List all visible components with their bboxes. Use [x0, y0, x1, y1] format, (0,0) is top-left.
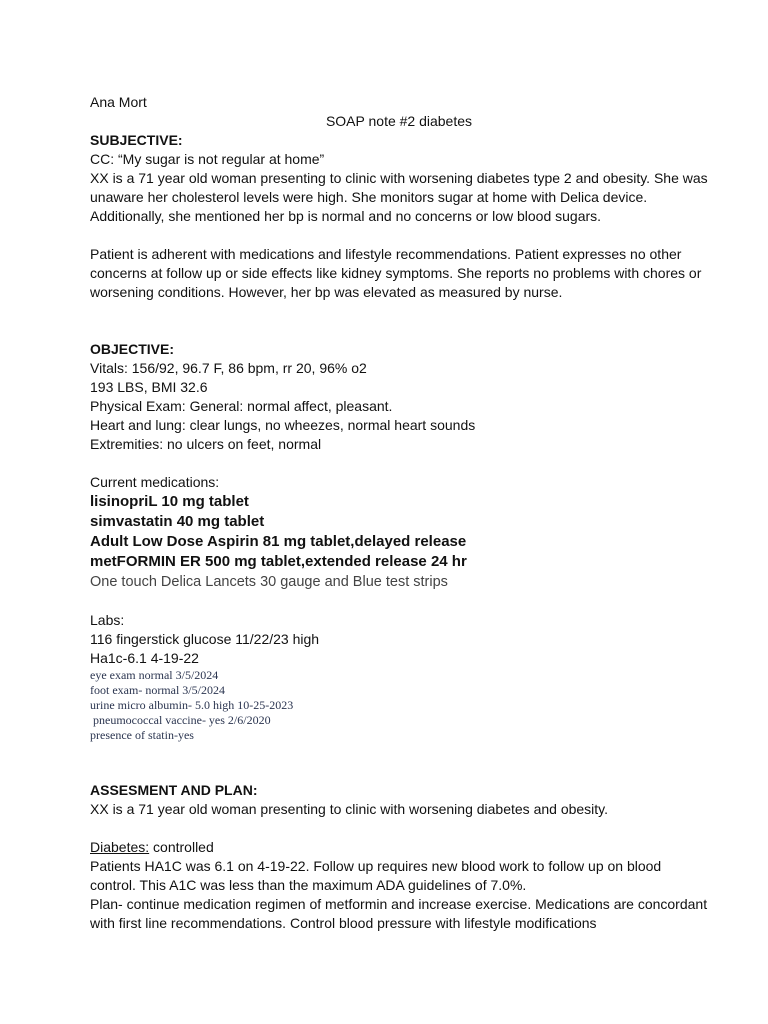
medication-item: Adult Low Dose Aspirin 81 mg tablet,delayed release [90, 533, 467, 550]
medication-item: simvastatin 40 mg tablet [90, 513, 265, 530]
diabetes-paragraph: Patients HA1C was 6.1 on 4-19-22. Follow up requires new blood work to follow up on blood control. This A1C was less than the maximum ADA guidelines of 7.0%. [90, 858, 662, 893]
diabetes-status: controlled [149, 839, 214, 855]
medications-heading: Current medications: [90, 474, 220, 490]
subjective-paragraph-1: XX is a 71 year old woman presenting to clinic with worsening diabetes type 2 and obesity. She was unaware her cholesterol levels were high. She monitors sugar at home with Delica device. Additionally, she mentioned her bp is normal and no concerns or low blood sugars. [90, 170, 708, 224]
lab-item: eye exam normal 3/5/2024 [90, 668, 219, 682]
assessment-summary: XX is a 71 year old woman presenting to clinic with worsening diabetes and obesity. [90, 801, 609, 817]
subjective-heading: SUBJECTIVE: [90, 132, 183, 148]
weight-bmi: 193 LBS, BMI 32.6 [90, 379, 208, 395]
lab-item: pneumococcal vaccine- yes 2/6/2020 [90, 713, 271, 727]
exam-heart-lung: Heart and lung: clear lungs, no wheezes, normal heart sounds [90, 417, 476, 433]
lab-glucose: 116 fingerstick glucose 11/22/23 high [90, 631, 320, 647]
lab-item: presence of statin-yes [90, 728, 194, 742]
exam-extremities: Extremities: no ulcers on feet, normal [90, 436, 322, 452]
medication-supplies: One touch Delica Lancets 30 gauge and Blue test strips [90, 574, 448, 590]
lab-item: foot exam- normal 3/5/2024 [90, 683, 225, 697]
document-title: SOAP note #2 diabetes [325, 113, 473, 129]
subjective-paragraph-2: Patient is adherent with medications and lifestyle recommendations. Patient expresses no other concerns at follow up or side effects like kidney symptoms. She reports no problems with chores or worsening conditions. However, her bp was elevated as measured by nurse. [90, 246, 702, 300]
author-name: Ana Mort [90, 94, 147, 110]
objective-heading: OBJECTIVE: [90, 341, 175, 357]
assessment-heading: ASSESMENT AND PLAN: [90, 782, 258, 798]
plan-paragraph: Plan- continue medication regimen of metformin and increase exercise. Medications are concordant with first line recommendations. Control blood pressure with lifestyle modifications [90, 896, 708, 931]
exam-general: Physical Exam: General: normal affect, pleasant. [90, 398, 393, 414]
lab-item: urine micro albumin- 5.0 high 10-25-2023 [90, 698, 294, 712]
diabetes-line [90, 838, 708, 857]
chief-complaint: CC: “My sugar is not regular at home” [90, 151, 325, 167]
lab-ha1c: Ha1c-6.1 4-19-22 [90, 650, 199, 666]
medication-item: metFORMIN ER 500 mg tablet,extended release 24 hr [90, 553, 467, 570]
vitals: Vitals: 156/92, 96.7 F, 86 bpm, rr 20, 96% o2 [90, 360, 367, 376]
labs-heading: Labs: [90, 612, 125, 628]
medication-item: lisinopriL 10 mg tablet [90, 493, 249, 510]
diabetes-label: Diabetes: [90, 839, 150, 855]
